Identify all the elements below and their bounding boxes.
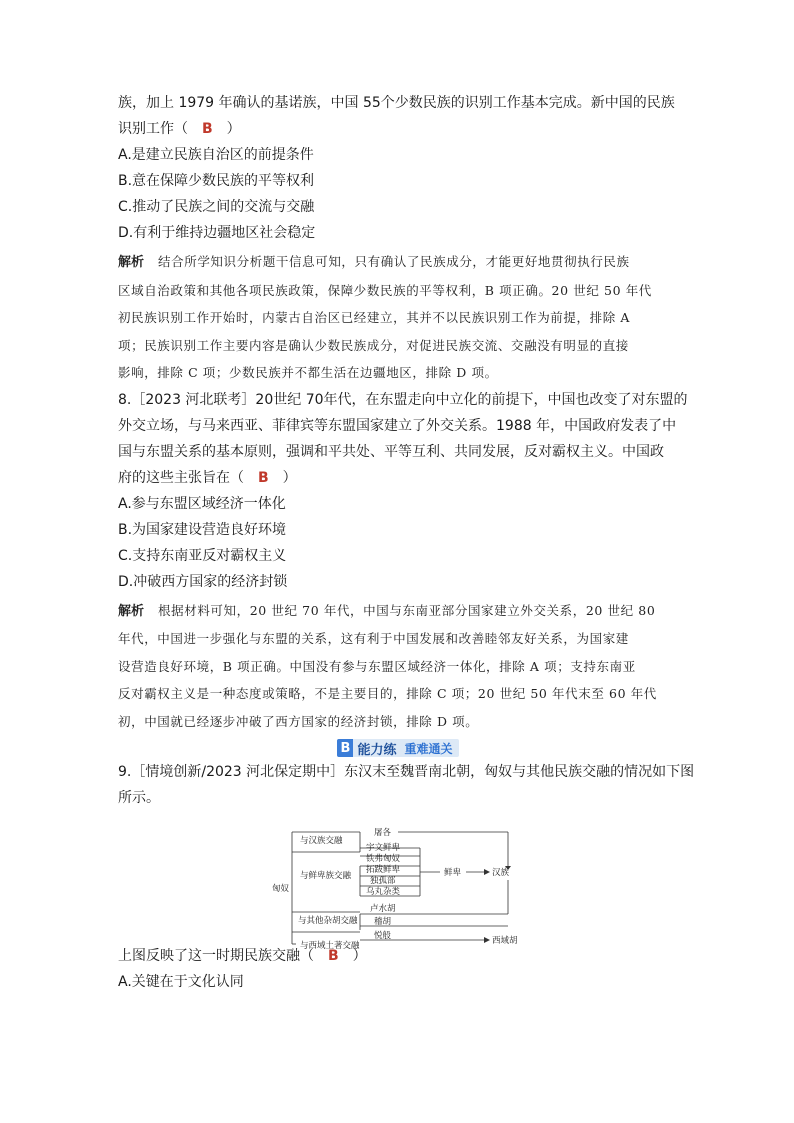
q8-option-c: C.支持东南亚反对霸权主义 [118, 547, 287, 564]
ethnic-fusion-diagram [270, 826, 530, 950]
q8-option-b: B.为国家建设营造良好环境 [118, 521, 287, 538]
section-banner [118, 737, 678, 759]
q7-analysis-line: 影响，排除 C 项；少数民族并不都生活在边疆地区，排除 D 项。 [118, 365, 498, 380]
section-subtitle: 重难通关 [404, 741, 453, 756]
diagram-tribe-label: 铁弗匈奴 [366, 854, 401, 864]
q8-stem-line: 8.［2023 河北联考］20世纪 70年代，在东盟走向中立化的前提下，中国也改变了对东盟的 [118, 391, 688, 408]
diagram-group-label: 与鲜卑族交融 [300, 871, 352, 881]
diagram-tribe-label: 悦般 [374, 931, 392, 941]
q8-stem-line: 国与东盟关系的基本原则，强调和平共处、平等互利、共同发展，反对霸权主义。中国政 [118, 443, 664, 460]
q8-stem-line [118, 465, 678, 491]
q7-stem-text: 识别工作（ [118, 121, 188, 137]
q8-analysis-line: 年代，中国进一步强化与东盟的关系，这有利于中国发展和改善睦邻友好关系，为国家建 [118, 631, 629, 646]
q8-analysis-line: 初，中国就已经逐步冲破了西方国家的经济封锁，排除 D 项。 [118, 713, 479, 729]
q9-stem-line: 9.［情境创新/2023 河北保定期中］东汉末至魏晋南北朝，匈奴与其他民族交融的情况如下图 [118, 764, 695, 780]
diagram-tribe-label: 宇文鲜卑 [366, 843, 401, 853]
diagram-group-label: 与汉族交融 [300, 836, 343, 846]
q8-analysis [118, 597, 678, 736]
q9-answer: B [328, 948, 339, 964]
diagram-xiyu-label: 西域胡 [492, 936, 518, 946]
q8-analysis-line: 反对霸权主义是一种态度或策略，不是主要目的，排除 C 项；20 世纪 50 年代末至 60 年代 [118, 686, 657, 701]
diagram-tribe-label: 乌丸杂类 [366, 887, 401, 897]
q9-stem-line: 所示。 [118, 790, 160, 806]
q9-option-a: A.关键在于文化认同 [118, 974, 244, 990]
q7-stem-line [118, 116, 678, 142]
q7-analysis-line: 区域自治政策和其他各项民族政策，保障少数民族的平等权利，B 项正确。20 世纪 50 年代 [118, 282, 652, 298]
q7-stem-line: 族，加上 1979 年确认的基诺族，中国 55个少数民族的识别工作基本完成。新中国的民族 [118, 95, 675, 111]
q8-analysis-line: 解析 根据材料可知，20 世纪 70 年代，中国与东南亚部分国家建立外交关系，20 世纪 80 [118, 602, 656, 619]
q7-analysis-line: 初民族识别工作开始时，内蒙古自治区已经建立，其并不以民族识别工作为前提，排除 A [118, 310, 631, 325]
q7-option-b: B.意在保障少数民族的平等权利 [118, 173, 315, 189]
q8-stem-text: 府的这些主张旨在（ [118, 469, 244, 486]
diagram-group-label: 与西域土著交融 [300, 941, 360, 950]
diagram-tribe-label: 拓跋鲜卑 [366, 865, 401, 875]
q8-analysis-label: 解析 [118, 603, 145, 619]
diagram-tribe-label: 卢水胡 [370, 904, 396, 914]
q7-analysis [118, 248, 678, 387]
q7-option-d: D.有利于维持边疆地区社会稳定 [118, 225, 316, 241]
diagram-tribe-label: 屠各 [374, 828, 392, 838]
q9-followup-text: 上图反映了这一时期民族交融（ [118, 948, 314, 964]
q9-followup-close: ） [352, 948, 367, 964]
diagram-xianbei-label: 鲜卑 [444, 868, 462, 878]
q8-answer: B [258, 469, 269, 486]
q8-analysis-line: 设营造良好环境，B 项正确。中国没有参与东盟区域经济一体化，排除 A 项；支持东南亚 [118, 658, 636, 674]
q8-stem-close: ） [282, 469, 297, 486]
q7-answer: B [202, 121, 213, 137]
diagram-tribe-label: 独孤部 [370, 876, 396, 886]
q7-analysis-line: 项；民族识别工作主要内容是确认少数民族成分，对促进民族交流、交融没有明显的直接 [118, 337, 629, 353]
diagram-tribe-label: 稽胡 [374, 917, 392, 927]
q7-analysis-line: 解析 结合所学知识分析题干信息可知，只有确认了民族成分，才能更好地贯彻执行民族 [118, 254, 630, 270]
q8-stem-line: 外交立场，与马来西亚、菲律宾等东盟国家建立了外交关系。1988 年，中国政府发表了中 [118, 417, 677, 434]
section-title: 能力练 [357, 742, 397, 758]
section-banner-box [337, 739, 458, 757]
q8-option-d: D.冲破西方国家的经济封锁 [118, 573, 288, 590]
q8-option-a: A.参与东盟区域经济一体化 [118, 495, 286, 512]
diagram-root-label: 匈奴 [272, 884, 290, 894]
q7-option-a: A.是建立民族自治区的前提条件 [118, 147, 314, 163]
section-letter-badge: B [337, 739, 353, 757]
q7-analysis-label: 解析 [118, 255, 145, 270]
diagram-group-label: 与其他杂胡交融 [298, 916, 358, 926]
diagram-han-label: 汉族 [492, 868, 510, 878]
q7-option-c: C.推动了民族之间的交流与交融 [118, 199, 315, 215]
q7-stem-close: ） [226, 121, 241, 137]
